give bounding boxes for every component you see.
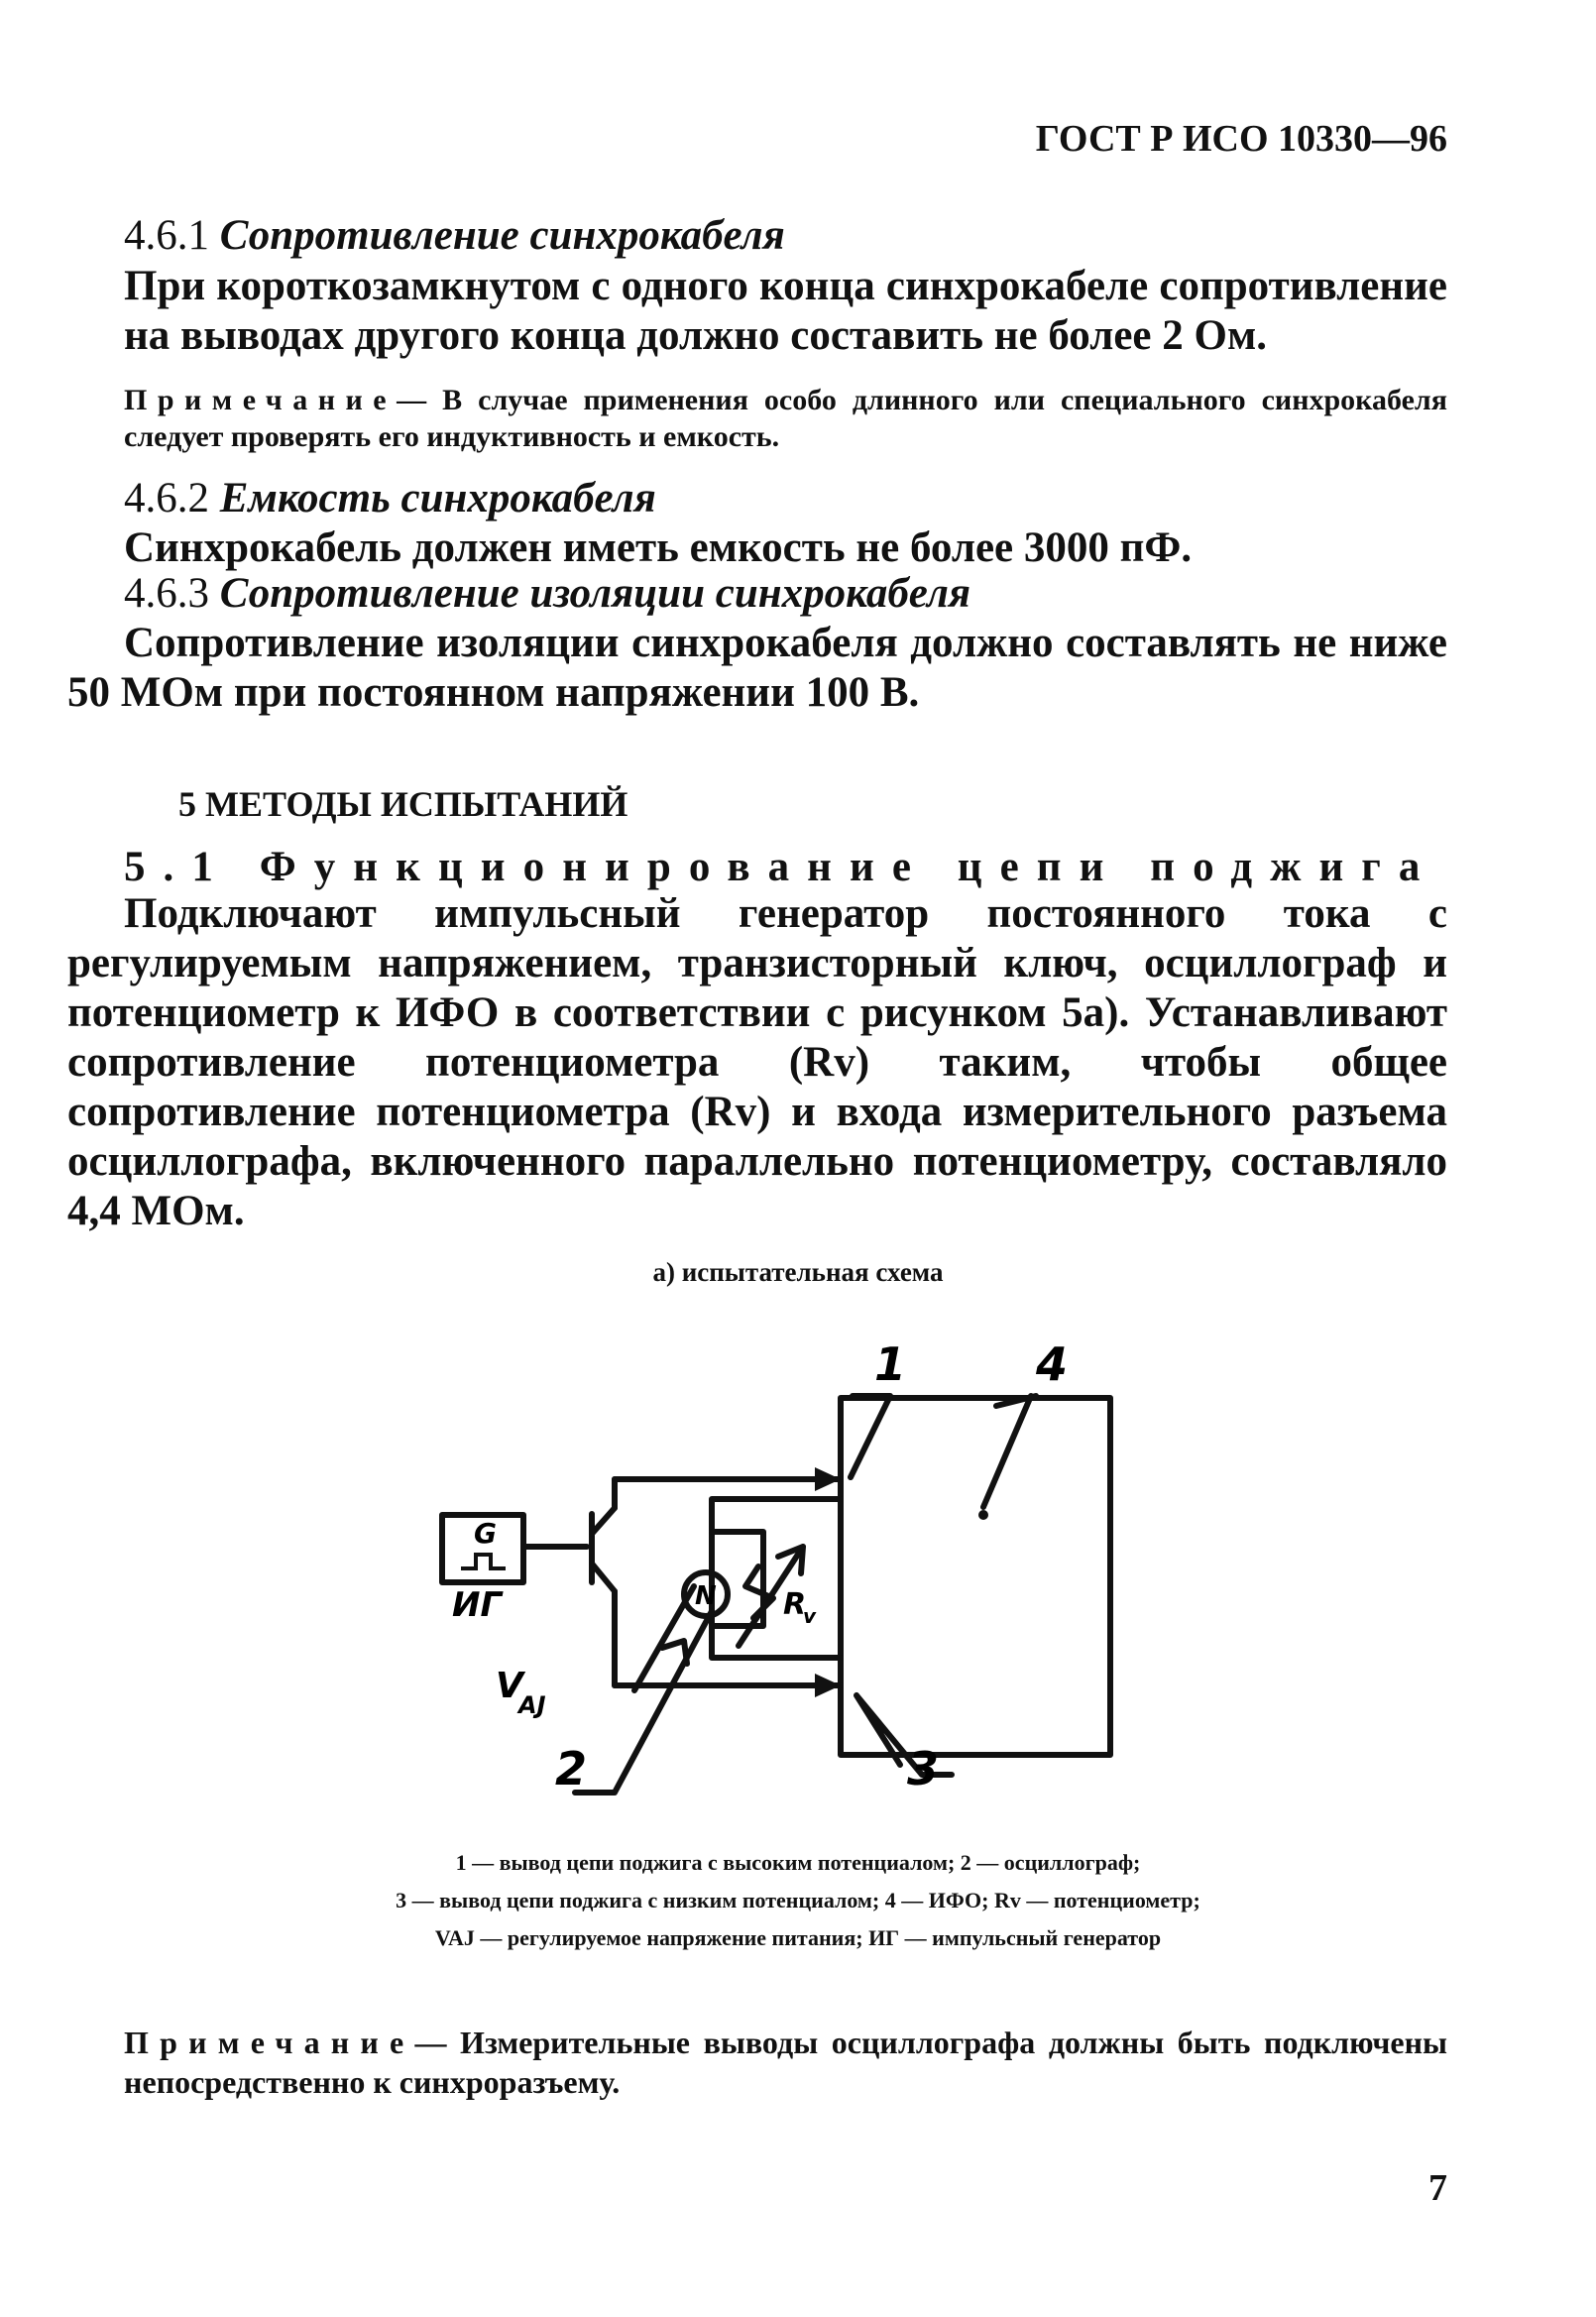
- note-text: — Измерительные выводы осциллографа должны быть подключены непосредственно к синхроразъему.: [124, 2025, 1447, 2100]
- transistor-collector: [592, 1508, 615, 1534]
- label-rv-sub: v: [803, 1604, 817, 1628]
- section-5-1-text: Подключают импульсный генератор постоянного тока с регулируемым напряжением, транзисторный ключ, осциллограф и потенциометр к ИФО в соответствии с рисунком 5а). Устанавливают сопротивление потенциометра (Rv) таким, чтобы общее сопротивление потенциометра (Rv) и входа измерительного разъема осциллографа, включенного параллельно потенциометру, составляло 4,4 МОм.: [67, 890, 1447, 1234]
- section-title: Емкость синхрокабеля: [219, 475, 656, 521]
- wire-inner-loop: [712, 1499, 841, 1658]
- ifo-box: [841, 1398, 1110, 1755]
- leader-2: [575, 1611, 712, 1793]
- leader-1: [851, 1396, 890, 1477]
- label-g: G: [474, 1517, 497, 1550]
- label-2: 2: [555, 1742, 588, 1796]
- label-osc: N: [695, 1581, 717, 1611]
- section-title: Функционирование цепи поджига: [259, 844, 1438, 890]
- legend-line: 3 — вывод цепи поджига с низким потенциалом; 4 — ИФО; Rv — потенциометр;: [396, 1888, 1200, 1912]
- terminal-3-arrow: [815, 1674, 841, 1697]
- label-ig: ИГ: [452, 1585, 503, 1625]
- terminal-1-arrow: [815, 1467, 841, 1491]
- section-number: 4.6.3: [124, 570, 209, 617]
- label-rv: R: [783, 1587, 807, 1622]
- note-label: Примечание: [124, 2025, 415, 2060]
- section-4-6-2-text: Синхрокабель должен иметь емкость не более 3000 пФ.: [124, 524, 1193, 571]
- section-number: 4.6.2: [124, 475, 209, 521]
- ifo-dot: [978, 1510, 988, 1520]
- label-1: 1: [874, 1337, 907, 1391]
- legend-line: VAJ — регулируемое напряжение питания; ИГ — импульсный генератор: [434, 1925, 1162, 1950]
- leader-4: [983, 1396, 1031, 1507]
- standard-header: ГОСТ Р ИСО 10330—96: [1035, 118, 1447, 160]
- section-4-6-3-text: Сопротивление изоляции синхрокабеля должно составлять не ниже 50 МОм при постоянном напряжении 100 В.: [67, 620, 1447, 716]
- transistor-emitter: [592, 1564, 615, 1591]
- pulse-icon: [461, 1555, 506, 1568]
- legend-line: 1 — вывод цепи поджига с высоким потенциалом; 2 — осциллограф;: [455, 1850, 1141, 1875]
- section-title: Сопротивление изоляции синхрокабеля: [219, 570, 971, 617]
- label-vaj: V: [496, 1666, 523, 1706]
- final-note: [124, 2023, 1447, 2102]
- section-5-title: 5 МЕТОДЫ ИСПЫТАНИЙ: [178, 784, 628, 824]
- section-number: 4.6.1: [124, 212, 209, 259]
- figure-caption: а) испытательная схема: [652, 1257, 944, 1287]
- note-label: Примечание: [124, 384, 398, 416]
- label-vaj-sub: AJ: [518, 1691, 546, 1719]
- section-4-6-1-text: При короткозамкнутом с одного конца синхрокабеле сопротивление на выводах другого конца должно составить не более 2 Ом.: [124, 263, 1447, 359]
- figure-legend: [0, 1844, 1596, 1957]
- note-text: — В случае применения особо длинного или специального синхрокабеля следует проверять его индуктивность и емкость.: [124, 384, 1447, 453]
- page-number: 7: [1428, 2167, 1447, 2209]
- label-4: 4: [1036, 1337, 1069, 1391]
- section-number: 5.1: [124, 844, 231, 890]
- label-3: 3: [907, 1742, 940, 1796]
- section-title: Сопротивление синхрокабеля: [219, 212, 785, 259]
